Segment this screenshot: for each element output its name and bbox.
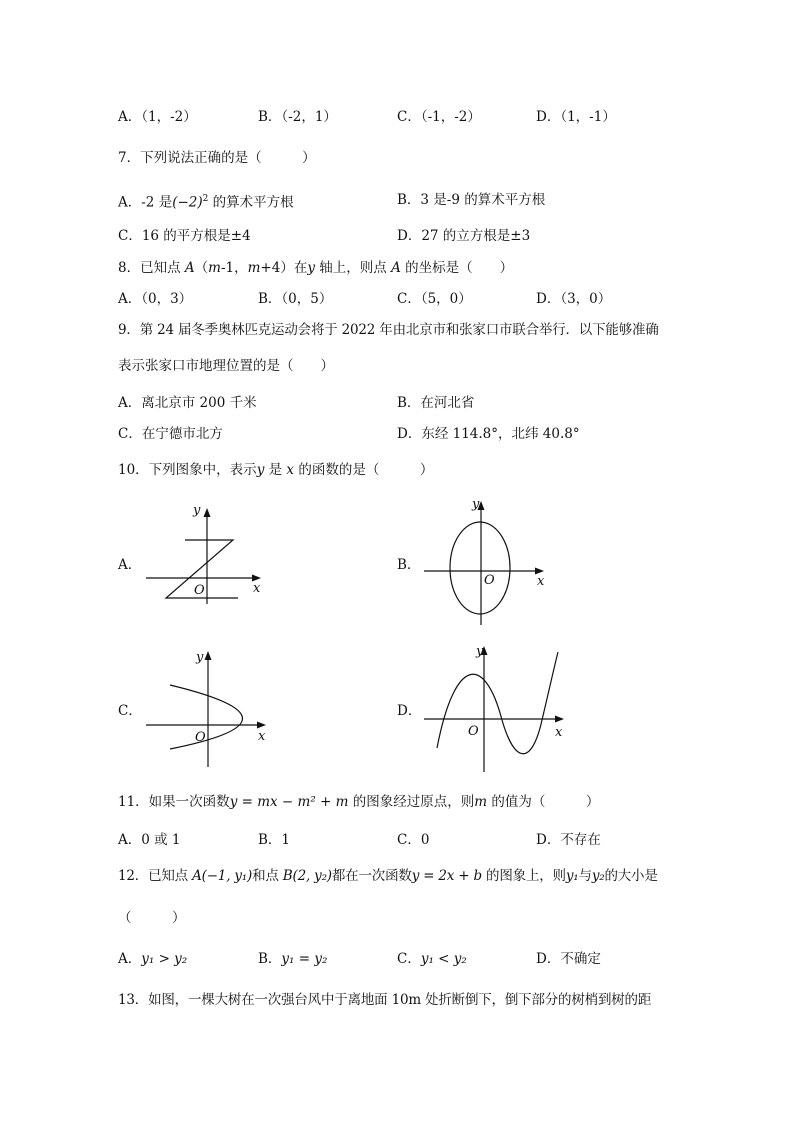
q10-label-a: A． [118, 557, 142, 573]
q11-option-d: D．不存在 [536, 832, 601, 848]
q7-option-a-expr: (−2) [172, 194, 203, 211]
q12-stem-end: 的大小是 [604, 868, 658, 884]
q9-option-a: A．离北京市 200 千米 [118, 395, 257, 411]
q7-option-b: B．3 是-9 的算术平方根 [397, 192, 546, 208]
graph-a-x-label: x [253, 581, 261, 596]
q9-stem-line1: 9．第 24 届冬季奥林匹克运动会将于 2022 年由北京市和张家口市联合举行．以下能够准确 [118, 322, 659, 338]
q10-stem-mid: 是 [264, 462, 287, 478]
q12-paren: （ ） [118, 910, 186, 926]
q6-option-d: D．（1，-1） [536, 109, 616, 125]
q8-stem-mid4: 轴上，则点 [314, 260, 392, 276]
q12-point-a: A(−1, y₁) [192, 868, 253, 884]
q12-stem-mid2: 都在一次函数 [331, 868, 412, 884]
graph-b [420, 495, 550, 630]
q11-stem-pre: 11．如果一次函数 [118, 794, 230, 810]
q8-m2: m [247, 260, 261, 276]
graph-c-x-label: x [258, 729, 266, 744]
graph-d-origin: O [468, 724, 479, 739]
q12-option-d: D．不确定 [536, 951, 601, 967]
graph-c-y-arrow [205, 651, 212, 660]
q12-stem-mid1: 和点 [252, 868, 283, 884]
q7-stem: 7．下列说法正确的是（ ） [118, 150, 316, 166]
q10-y: y [256, 462, 265, 478]
graph-c-x-arrow [257, 722, 266, 729]
q7-option-a-post: 的算术平方根 [208, 194, 294, 211]
graph-a [140, 500, 270, 610]
q7-option-c: C．16 的平方根是±4 [118, 228, 251, 244]
q8-point: A [184, 260, 195, 276]
graph-b-y-label: y [472, 497, 480, 512]
q12-option-a-expr: y₁ > y₂ [141, 951, 188, 967]
q12-formula: y = 2x + b [411, 868, 482, 884]
q9-option-b: B．在河北省 [397, 395, 475, 411]
graph-d-x-label: x [555, 725, 563, 740]
q12-option-a [118, 950, 187, 968]
q10-stem [118, 461, 433, 479]
q12-option-b [258, 950, 327, 968]
q8-option-a: A．（0，3） [118, 291, 193, 307]
q10-stem-end: 的函数的是（ ） [294, 462, 434, 478]
graph-d-x-arrow [555, 716, 564, 723]
q8-stem-pre: 8．已知点 [118, 260, 185, 276]
q12-stem-mid3: 的图象上，则 [481, 868, 566, 884]
q11-option-a: A．0 或 1 [118, 832, 181, 848]
q7-option-a [118, 190, 294, 212]
q12-option-a-label: A． [118, 951, 142, 967]
q7-option-a-pre: A．-2 是 [118, 194, 173, 211]
graph-d-curve [437, 652, 558, 754]
q7-option-a-exp: 2 [202, 194, 209, 204]
q8-stem-end: 的坐标是（ ） [400, 260, 514, 276]
q12-option-c [397, 950, 467, 968]
q11-stem [118, 793, 599, 811]
q12-y2: y₂ [591, 868, 605, 884]
q6-option-b: B．（-2，1） [258, 109, 337, 125]
q11-stem-end: 的值为（ ） [487, 794, 600, 810]
q10-x: x [286, 462, 295, 478]
q9-stem-line2: 表示张家口市地理位置的是（ ） [118, 358, 334, 374]
q10-label-b: B． [397, 557, 421, 573]
q9-option-c: C．在宁德市北方 [118, 426, 223, 442]
q12-point-b: B(2, y₂) [282, 868, 332, 884]
q11-stem-mid: 的图象经过原点，则 [348, 794, 475, 810]
graph-d-y-label: y [476, 644, 484, 659]
q10-label-c: C． [118, 703, 142, 719]
q8-stem-mid2: -1， [220, 260, 248, 276]
graph-c [140, 645, 275, 770]
q8-stem [118, 259, 513, 277]
q6-option-c: C．（-1，-2） [397, 109, 481, 125]
q6-option-a: A．（1，-2） [118, 109, 197, 125]
q10-stem-pre: 10．下列图象中，表示 [118, 462, 257, 478]
graph-a-origin: O [194, 583, 205, 598]
q12-option-c-label: C． [397, 951, 421, 967]
graph-c-y-label: y [196, 650, 204, 665]
q11-option-c: C．0 [397, 832, 430, 848]
q12-option-c-expr: y₁ < y₂ [420, 951, 467, 967]
q10-label-d: D． [397, 703, 422, 719]
q12-option-b-expr: y₁ = y₂ [281, 951, 328, 967]
q8-m1: m [208, 260, 221, 276]
graph-c-origin: O [195, 730, 206, 745]
q8-stem-mid3: +4）在 [260, 260, 308, 276]
graph-b-curve [450, 522, 510, 614]
graph-a-y-label: y [193, 503, 201, 518]
q8-option-b: B．（0，5） [258, 291, 333, 307]
q11-m: m [474, 794, 488, 810]
q12-stem-mid4: 与 [578, 868, 592, 884]
q8-option-c: C．（5，0） [397, 291, 472, 307]
graph-a-y-arrow [204, 508, 211, 517]
q8-point2: A [391, 260, 401, 276]
q8-stem-mid1: （ [194, 260, 209, 276]
q12-y1: y₁ [565, 868, 579, 884]
q9-option-d: D．东经 114.8°，北纬 40.8° [397, 426, 580, 442]
q12-option-b-label: B． [258, 951, 282, 967]
q11-formula: y = mx − m² + m [229, 794, 349, 810]
q8-axis: y [307, 260, 315, 276]
q12-stem [118, 867, 658, 885]
graph-b-x-label: x [537, 574, 545, 589]
graph-d [420, 640, 570, 775]
q8-option-d: D．（3，0） [536, 291, 612, 307]
graph-c-curve [170, 685, 243, 749]
q12-stem-pre: 12．已知点 [118, 868, 193, 884]
graph-b-origin: O [484, 573, 495, 588]
q7-option-d: D．27 的立方根是±3 [397, 228, 531, 244]
q13-stem: 13．如图，一棵大树在一次强台风中于离地面 10m 处折断倒下，倒下部分的树梢到树的距 [118, 992, 652, 1008]
q11-option-b: B．1 [258, 832, 291, 848]
